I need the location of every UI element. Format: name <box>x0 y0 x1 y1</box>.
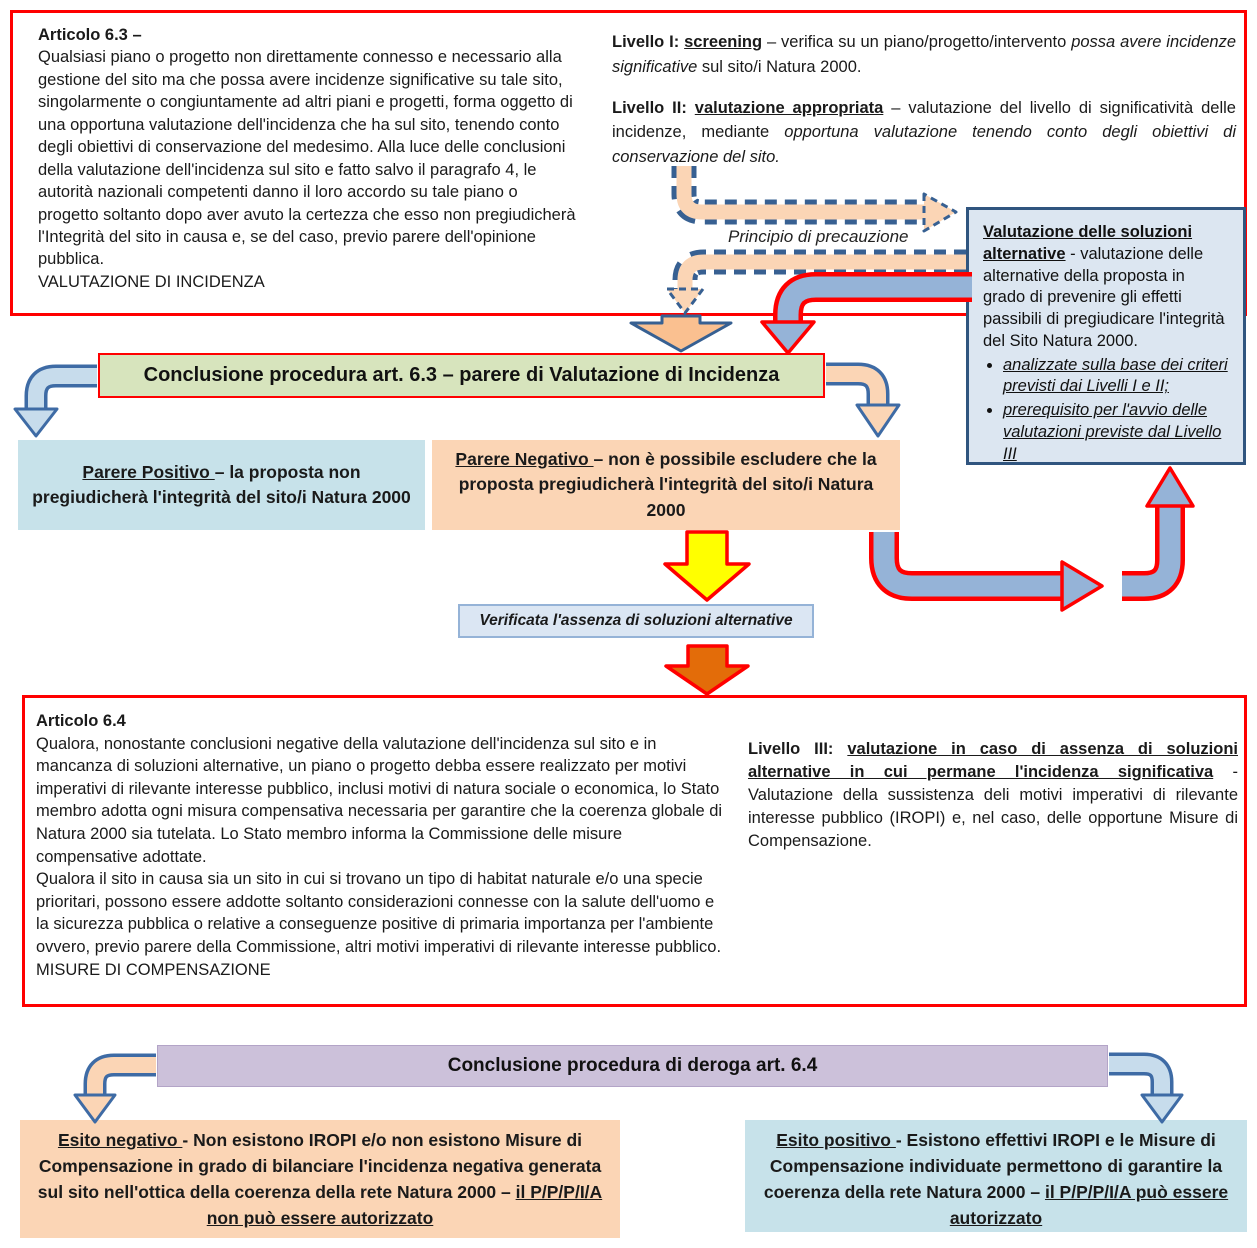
parere-positivo-lead: Parere Positivo <box>82 461 215 482</box>
esito-negativo-mid: - Non esistono IROPI e/o non esistono Misure di Compensazione in grado di bilanciare l'incidenza negativa generata sul sito nell'ottica della coerenza della rete Natura 2000 – <box>37 1130 602 1202</box>
parere-negativo-lead: Parere Negativo <box>455 448 594 469</box>
conclusione-64-label: Conclusione procedura di deroga art. 6.4 <box>447 1055 818 1076</box>
alternatives-bullet: • prerequisito per l'avvio delle valutazioni previste dal Livello III <box>1003 400 1229 465</box>
livello-2-mid: – valutazione del livello di significatività delle incidenze, mediante <box>612 98 1236 142</box>
alternatives-bullet: • analizzate sulla base dei criteri previsti dai Livelli I e II; <box>1003 355 1229 399</box>
esito-positivo-tail: il P/P/P/I/A può essere autorizzato <box>949 1181 1229 1228</box>
arrow-deroga-to-negativo <box>75 1065 156 1122</box>
conclusione-64-bar <box>157 1045 1108 1087</box>
arrow-conclusion-to-positivo <box>15 376 97 436</box>
parere-negativo-text <box>444 447 888 523</box>
esito-positivo-box <box>745 1120 1247 1232</box>
arrow-negativo-to-alternatives <box>884 468 1193 610</box>
verificata-label: Verificata l'assenza di soluzioni alternative <box>479 612 793 629</box>
articolo-64-title: Articolo 6.4 <box>36 712 126 730</box>
arrow-conclusion-to-negativo <box>826 374 899 436</box>
alternatives-body: - valutazione delle alternative della proposta in grado di prevenire gli effetti passibili di pregiudicare l'integrità del Sito Natura 2000. <box>983 244 1225 350</box>
livello-1-italic: possa avere incidenze significative <box>612 33 1237 76</box>
livello-1-paragraph <box>612 30 1236 80</box>
livello-3-label: Livello III: <box>748 740 848 758</box>
articolo-63-footer: VALUTAZIONE DI INCIDENZA <box>38 272 265 291</box>
alternatives-heading: Valutazione delle soluzioni alternative <box>983 223 1193 263</box>
arrow-deroga-to-positivo <box>1109 1064 1182 1122</box>
principio-di-precauzione-label: Principio di precauzione <box>728 227 909 246</box>
paragraph-spacer <box>612 80 1236 96</box>
esito-negativo-lead: Esito negativo <box>57 1130 183 1150</box>
esito-positivo-mid: - Esistono effettivi IROPI e le Misure di Compensazione individuate permettono di garantire la coerenza della rete Natura 2000 – <box>763 1130 1223 1202</box>
articolo-63-text <box>38 24 578 293</box>
articolo-64-paragraph-1: Qualora, nonostante conclusioni negative della valutazione dell'incidenza sul sito e in mancanza di soluzioni alternative, un piano o progetto debba essere realizzato per motivi imperativi di rilevante interesse pubblico, inclusi motivi di natura sociale o economica, lo Stato membro adotta ogni misura compensativa necessaria per garantire che la coerenza globale di Natura 2000 sia tutelata. Lo Stato membro informa la Commissione delle misure compensative adottate. <box>36 734 723 866</box>
yellow-down-arrow-icon <box>665 532 749 600</box>
esito-negativo-tail: il P/P/P/I/A non può essere autorizzato <box>206 1181 603 1228</box>
livello-2-italic: opportuna valutazione tenendo conto degli obiettivi di conservazione del sito. <box>612 123 1236 166</box>
verificata-box <box>458 604 814 638</box>
livello-3-key: valutazione in caso di assenza di soluzioni alternative in cui permane l'incidenza significativa <box>748 740 1238 782</box>
conclusione-63-bar <box>98 353 825 398</box>
chevron-down-icon <box>631 316 731 351</box>
parere-positivo-text <box>30 460 413 511</box>
livello-2-key: valutazione appropriata <box>694 98 884 117</box>
livello-2-label: Livello II: <box>612 98 695 117</box>
esito-positivo-lead: Esito positivo <box>776 1130 896 1150</box>
alternatives-bullet-list <box>987 355 1229 466</box>
articolo-64-paragraph-2: Qualora il sito in causa sia un sito in cui si trovano un tipo di habitat naturale e/o una specie prioritari, possono essere addotte soltanto considerazioni connesse con la salute dell'uomo e la sicurezza pubblica o relative a conseguenze positive di primaria importanza per l'ambiente ovvero, previo parere della Commissione, altri motivi imperativi di rilevante interesse pubblico. MISURE DI COMPENSAZIONE <box>36 870 722 979</box>
livello-1-label: Livello I: <box>612 33 685 51</box>
livello-3-rest: - Valutazione della sussistenza deli motivi imperativi di rilevante interesse pubblico (IROPI) e, nel caso, delle opportune Misure di Compensazione. <box>748 763 1238 851</box>
livello-2-paragraph <box>612 96 1236 170</box>
articolo-63-body: Qualsiasi piano o progetto non direttamente connesso e necessario alla gestione del sito ma che possa avere incidenze significative su tale sito, singolarmente o congiuntamente ad altri piani e progetti, forma oggetto di una opportuna valutazione dell'incidenza che ha sul sito, tenendo conto degli obiettivi di conservazione del medesimo. Alla luce delle conclusioni della valutazione dell'incidenza sul sito e fatto salvo il paragrafo 4, le autorità nazionali competenti danno il loro accordo su tale piano o progetto soltanto dopo aver avuto la certezza che esso non pregiudicherà l'Integrità del sito in causa e, se del caso, previo parere dell'opinione pubblica. <box>38 48 576 269</box>
livello-3-text <box>748 738 1238 853</box>
orange-down-arrow-icon <box>666 646 748 694</box>
alternatives-panel <box>966 207 1246 465</box>
articolo-64-text <box>36 710 726 981</box>
parere-positivo-box <box>18 440 425 530</box>
conclusione-63-label: Conclusione procedura art. 6.3 – parere di Valutazione di Incidenza <box>143 364 780 386</box>
livello-1-end: sul sito/i Natura 2000. <box>697 57 862 76</box>
parere-negativo-box <box>432 440 900 530</box>
livelli-text <box>612 30 1236 170</box>
livello-1-mid: – verifica su un piano/progetto/intervento <box>762 33 1072 51</box>
livello-1-key: screening <box>684 33 763 51</box>
parere-positivo-rest: – la proposta non pregiudicherà l'integrità del sito/i Natura 2000 <box>32 461 411 507</box>
articolo-63-title: Articolo 6.3 – <box>38 26 142 44</box>
parere-negativo-rest: – non è possibile escludere che la proposta pregiudicherà l'integrità del sito/i Natura 2000 <box>458 448 877 520</box>
esito-negativo-box <box>20 1120 620 1238</box>
